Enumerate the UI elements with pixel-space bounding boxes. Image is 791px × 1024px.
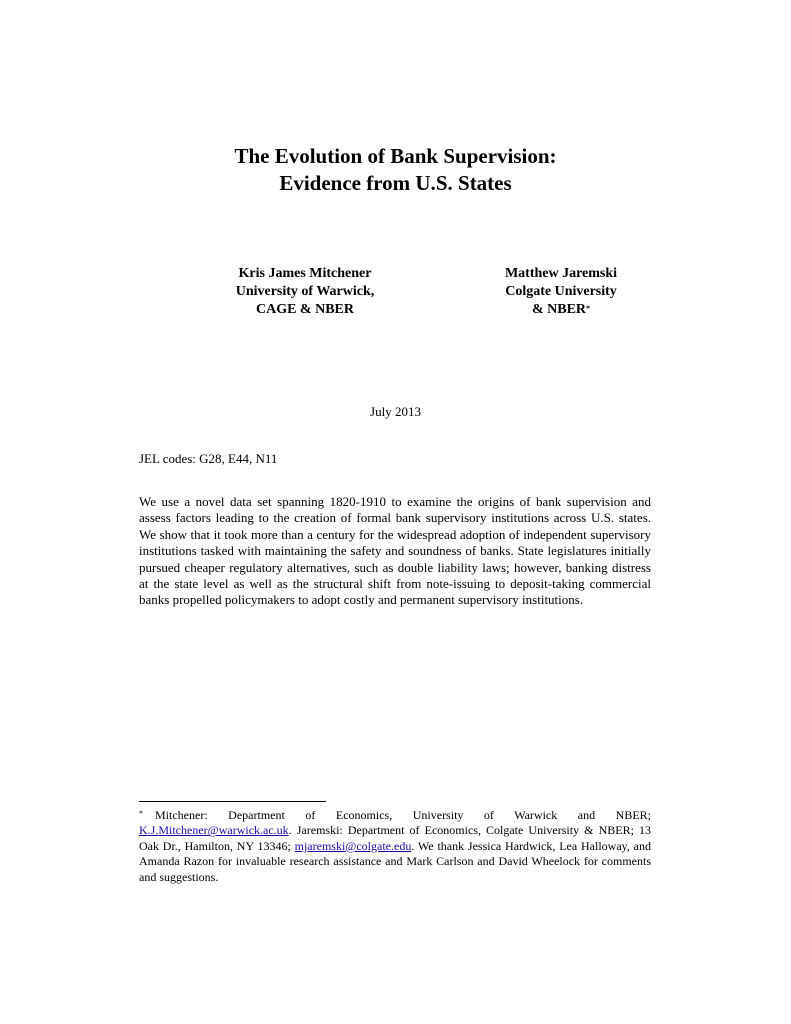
footnote-marker: * [586,304,591,313]
author-name: Kris James Mitchener [238,266,372,281]
footnote-text: . Jaremski: Department of Economics, Colgate University & NBER; 13 Oak Dr., Hamilton, NY 13346; [139,823,651,853]
email-link-mitchener[interactable]: K.J.Mitchener@warwick.ac.uk [139,823,289,838]
jel-codes: JEL codes: G28, E44, N11 [139,451,278,466]
author-block-mitchener [205,265,405,319]
footnote-text: Mitchener: Department of Economics, University of Warwick and NBER; [155,808,651,822]
author-affiliation-with-marker [460,301,662,319]
author-affiliation: Colgate University [505,284,617,299]
email-link-jaremski[interactable]: mjaremski@colgate.edu [294,838,412,853]
paper-title-line-2: Evidence from U.S. States [279,171,512,195]
author-block-jaremski [460,265,662,319]
footnote-divider [139,801,326,802]
abstract: We use a novel data set spanning 1820-1910 to examine the origins of bank supervision and assess factors leading to the creation of formal bank supervisory institutions across U.S. states. We show that it took more than a century for the widespread adoption of independent supervisory institutions tasked with maintaining the safety and soundness of banks. State legislatures initially pursued cheaper regulatory alternatives, such as double liability laws; however, banking distress at the state level as well as the structural shift from note-issuing to deposit-taking commercial banks propelled policymakers to adopt costly and permanent supervisory institutions. [139,494,651,608]
footnote [139,808,651,885]
footnote-text: . We thank Jessica Hardwick, Lea Halloway, and Amanda Razon for invaluable research assistance and Mark Carlson and David Wheelock for comments and suggestions. [139,838,652,884]
paper-title-line-1: The Evolution of Bank Supervision: [234,144,557,168]
paper-date: July 2013 [370,404,421,419]
author-affiliation: University of Warwick, [235,284,375,299]
author-affiliation: & NBER [531,302,587,317]
author-name: Matthew Jaremski [504,266,618,281]
footnote-marker: * [139,809,143,818]
author-affiliation: CAGE & NBER [255,302,354,317]
